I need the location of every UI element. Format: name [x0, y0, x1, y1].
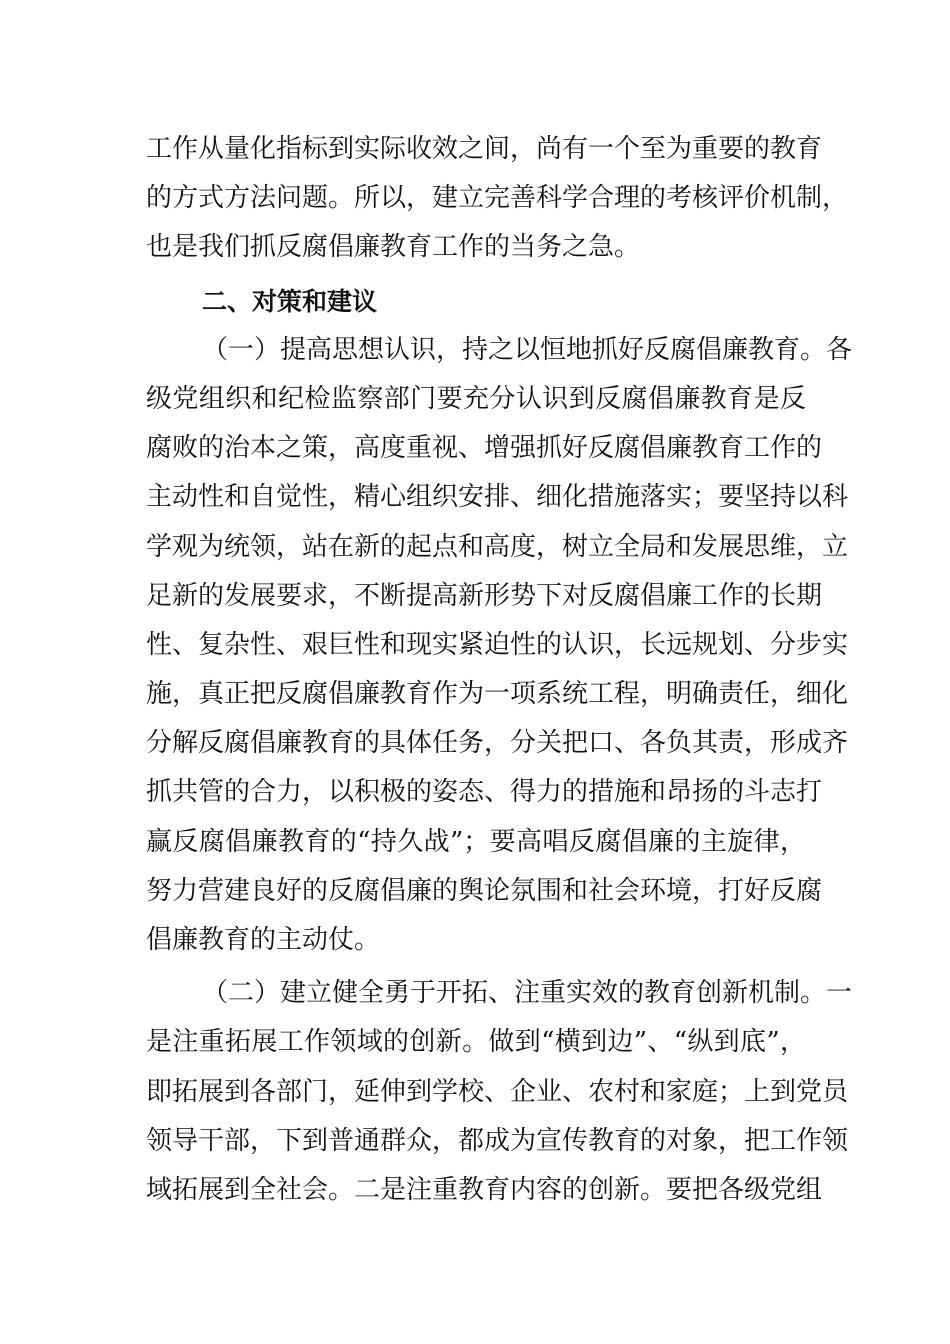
text-line: 抓共管的合力，以积极的姿态、得力的措施和昂扬的斗志打 — [146, 777, 823, 808]
paragraph-2 — [146, 969, 853, 1215]
document-body — [146, 125, 853, 1215]
text-line: 腐败的治本之策，高度重视、增强抓好反腐倡廉教育工作的 — [146, 433, 823, 464]
paragraph-continued — [146, 125, 849, 273]
text-line: 努力营建良好的反腐倡廉的舆论氛围和社会环境，打好反腐 — [146, 875, 823, 906]
text-line: 主动性和自觉性，精心组织安排、细化措施落实；要坚持以科 — [146, 482, 849, 513]
text-line: 是注重拓展工作领域的创新。做到“横到边”、“纵到底”， — [146, 1027, 806, 1058]
text-line: 域拓展到全社会。二是注重教育内容的创新。要把各级党组 — [146, 1174, 823, 1205]
text-line: 的方式方法问题。所以，建立完善科学合理的考核评价机制， — [146, 183, 849, 214]
text-line: 即拓展到各部门，延伸到学校、企业、农村和家庭；上到党员 — [146, 1076, 849, 1107]
text-line: 赢反腐倡廉教育的“持久战”；要高唱反腐倡廉的主旋律， — [146, 826, 806, 857]
text-line: 学观为统领，站在新的起点和高度，树立全局和发展思维，立 — [146, 531, 849, 562]
text-line: 级党组织和纪检监察部门要充分认识到反腐倡廉教育是反 — [146, 383, 806, 414]
text-line: （二）建立健全勇于开拓、注重实效的教育创新机制。一 — [202, 978, 853, 1009]
text-line: 性、复杂性、艰巨性和现实紧迫性的认识，长远规划、分步实 — [146, 629, 849, 660]
text-line: 倡廉教育的主动仗。 — [146, 925, 381, 955]
section-heading: 二、对策和建议 — [202, 286, 378, 316]
text-line: 工作从量化指标到实际收效之间，尚有一个至为重要的教育 — [146, 134, 823, 164]
text-line: （一）提高思想认识，持之以恒地抓好反腐倡廉教育。各 — [202, 334, 853, 365]
text-line: 施，真正把反腐倡廉教育作为一项系统工程，明确责任，细化 — [146, 679, 849, 710]
text-line: 领导干部，下到普通群众，都成为宣传教育的对象，把工作领 — [146, 1125, 849, 1156]
text-line: 也是我们抓反腐倡廉教育工作的当务之急。 — [146, 232, 641, 263]
paragraph-1 — [146, 326, 853, 965]
text-line: 分解反腐倡廉教育的具体任务，分关把口、各负其责，形成齐 — [146, 728, 849, 759]
text-line: 足新的发展要求，不断提高新形势下对反腐倡廉工作的长期 — [146, 580, 823, 611]
